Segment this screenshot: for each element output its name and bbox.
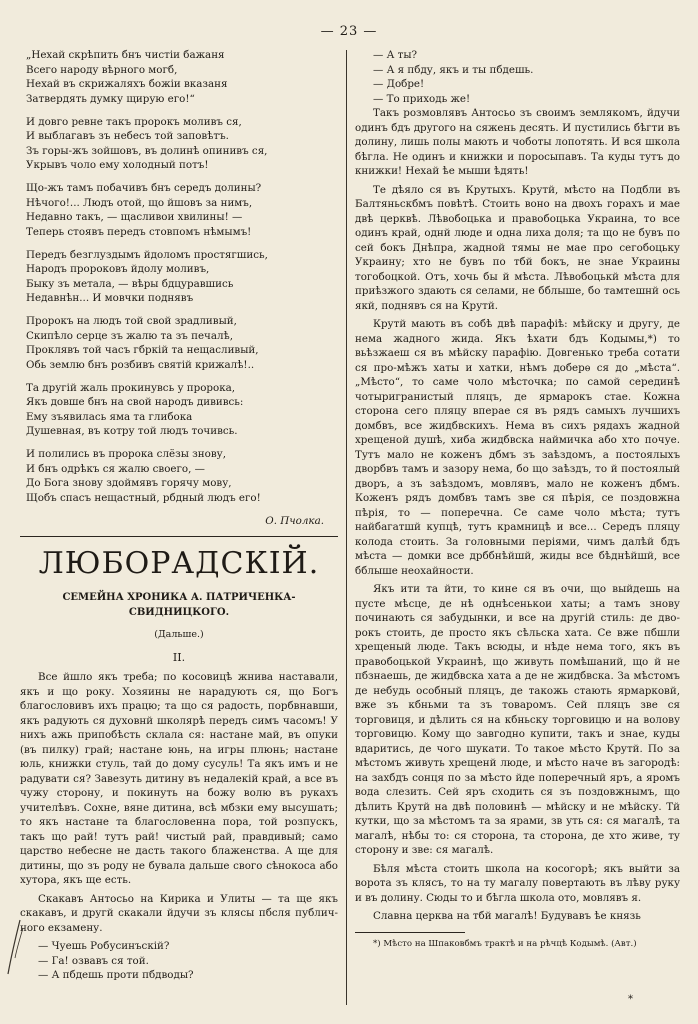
dialog-line: — А пбдешь проти пбдводы? xyxy=(38,969,194,981)
column-divider xyxy=(346,50,347,1005)
poem-line: И выблагавъ зъ небесъ той заповѣтъ. xyxy=(26,130,229,142)
poem-line: Та другiй жаль прокинувсь у пророка, xyxy=(26,381,236,394)
poem-line: Зъ горы-жъ зойшовъ, въ долинѣ опинивъ ся, xyxy=(26,144,268,157)
poem-line: И довго ревне такъ пророкъ моливъ ся, xyxy=(26,115,242,128)
poem-line: Нехай въ скрижаляхъ божiи вказаня xyxy=(26,78,228,90)
end-mark: * xyxy=(628,994,633,1005)
paragraph: Все йшло якъ треба; по косовицѣ жнива наставали, якъ и що року. Хозяины не нарадують ся, що Богъ благословивъ ихъ працю; та що ся радость, порбвнавши, якъ радують ся духовнй школярѣ передъ симъ часомъ! У нихъ ажь припобѣсть склала ся: настане май, въ опуки (въ пилку) грай; настане юнь, на игры плюнь; настане юль, книжки стуль, тай до дому сусуль! Та якъ имъ и не радувати ся? Завезуть дитину въ недалекiй край, а все въ чужу сторону, и покинуть на божу волю въ рукахъ учителѣвъ. Сохне, вяне дитина, всѣ мбзки ему высушать; то якъ настане та благословенна пора, той розпускъ, такъ що рай! тутъ рай! чистый рай, правдивый; само царство небесне не дасть такого блаженства. А ще для дитины, що зъ роду не бувала дальше свого сѣнокоса або хутора, якъ ще есть. xyxy=(20,671,338,886)
poem-line: Якъ довше бнъ на свой народъ дививсь: xyxy=(26,396,244,408)
dialog-line: — А ты? xyxy=(373,49,418,61)
poem-stanza xyxy=(26,381,338,439)
paragraph: Такъ розмовлявъ Антосьо зъ своимъ землякомъ, йдучи одинъ бдъ другого на сяжень десять. И пустились бѣгти въ долину, лишь полы мають и чоботы лопотять. И вся школа бѣгла. Не одинъ и книжки и поросыпавъ. Та куды тутъ до книжки! Нехай ѣе мыши ѣдять! xyxy=(355,107,680,177)
poem-stanza xyxy=(26,314,338,372)
footnote-rule xyxy=(355,932,465,933)
footnote: *) Мѣсто на Шпаковбмъ трактѣ и на рѣчцѣ Кодымѣ. (Авт.) xyxy=(373,938,637,949)
paragraph: Крутй мають въ собѣ двѣ парафiѣ: мѣйску и другу, де нема жадного жида. Якъ ѣхати бдъ Кодымы,*) то вьѣзжаеш ся въ мѣйску парафiю. Довгенько треба сотати ся про-мѣжъ хаты и хатки, нѣмъ доберѳ ся до „мѣста“. „Мѣсто“, то саме чоло мѣсточка; по самой серединѣ чотыригранистый пляцъ, де ярмарокъ стае. Кожна сторона сего пляцу вперае ся въ рядъ самыхъ лучшихъ домбвъ, все жидбвскихъ. Нема въ сихъ рядахъ жадной хрещеной душѣ, хиба жидбвска наймичка або хто почуе. Тутъ мало не коженъ дбмъ зъ заѣздомъ, а постоялыхъ дворбвъ тамъ и зазору нема, бо що заѣздъ, то й постоялый дворъ, а зъ заѣздомъ, мовлявъ, мало не коженъ дбмъ. Коженъ рядъ домбвъ тамъ зве ся пѣрiя, се поздовжна пѣрiя, то — поперечна. Се саме чоло мѣста; тутъ найбагатшй купцѣ, тутъ крамницѣ и все... Середъ пляцу колода стоить. За головными перiями, чимъ далѣй бдъ мѣста — домки все дрббнѣйшй, жиды все бѣднѣйшй, все бблыше неохайности. xyxy=(355,318,680,577)
poem-line: Затвердять думку щирую его!“ xyxy=(26,92,195,105)
paragraph: Бѣля мѣста стоить школа на косогорѣ; якъ выйти за ворота зъ клясъ, то на ту магалу повертають въ лѣву руку и въ долину. Сюды то и бѣгла школа ото, мовлявъ я. xyxy=(355,862,680,904)
continued-note: (Дальше.) xyxy=(154,629,204,640)
poem-line: Скипѣло серце зъ жалю та зъ печалѣ, xyxy=(26,329,234,342)
poem-stanza xyxy=(26,48,338,106)
poem-line: Недавно такъ, — щасливои хвилины! — xyxy=(26,211,243,223)
poem-stanza xyxy=(26,248,338,306)
paragraph: Славна церква на тбй магалѣ! Будувавъ ѣе князь xyxy=(373,910,641,922)
poem-line: До Бога знову здоймявъ горячу мову, xyxy=(26,477,232,489)
poem-line: Нѣчого!... Людъ отой, що йшовъ за нимъ, xyxy=(26,196,253,209)
chapter-number: II. xyxy=(172,650,186,664)
poem-line: Народъ пророковъ йдолу моливъ, xyxy=(26,263,210,275)
page-number: — 23 — xyxy=(320,24,378,39)
left-column xyxy=(20,48,338,983)
poem-line: Щобъ спасъ нещастный, рбдный людъ его! xyxy=(26,491,261,504)
margin-pencil-mark-icon xyxy=(4,918,26,976)
poem-line: „Нехай скрѣпить бнъ чистiи бажаня xyxy=(26,49,225,61)
poem-line: Що-жъ тамъ побачивъ бнъ середъ долины? xyxy=(26,182,262,194)
dialog-line: — Чуешь Робусинъскiй? xyxy=(38,940,170,952)
poem-line: Проклявъ той часъ гбркiй та нещасливый, xyxy=(26,344,259,356)
poem-stanza xyxy=(26,447,338,505)
poem-line: Душевная, въ котру той людъ точивсь. xyxy=(26,425,238,437)
right-column xyxy=(355,48,680,950)
poem-line: Всего народу вѣрного могб, xyxy=(26,63,178,76)
dialog-line: — А я пбду, якъ и ты пбдешь. xyxy=(373,63,534,76)
article-subtitle: СЕМЕЙНА ХРОНИКА А. ПАТРИЧЕНКА-СВИДНИЦКОГО. xyxy=(62,592,296,618)
poem xyxy=(20,48,338,505)
article-title: ЛЮБОРАДСКIЙ. xyxy=(38,546,320,581)
poem-line: Ему зъявилась яма та глибока xyxy=(26,410,193,423)
paragraph: Скакавъ Антосьо на Кирика и Улиты — та ще якъ скакавъ, и другй скакали йдучи зъ клясы пбсля публичного екзамену. xyxy=(20,892,338,934)
poem-line: И полились въ пророка слёзы знову, xyxy=(26,448,226,460)
paragraph: Те дѣяло ся въ Крутыхъ. Крутй, мѣсто на Подбли въ Балтяньскбмъ повѣтѣ. Стоить воно на двохъ горахъ и мае двѣ церквѣ. Лѣвобоцька и правобоцька Украина, то все одинъ край, однй люде и одна лиха доля; та що не бувъ по сей бокъ Днѣпра, жадной тямы не мае про сегобоцьку Украину; хто не бувъ по тбй бокъ, не знае Украины тогобоцкой. Отъ, хочь бы й мѣста. Лѣвобоцькй мѣста для приѣзжого здають ся селами, не бблыше, бо тамтешнй ось якй, поднявъ ся на Крутй. xyxy=(355,183,680,312)
poem-line: Недавнѣн... И мовчки поднявъ xyxy=(26,292,194,304)
dialog-line: — Га! озвавъ ся той. xyxy=(38,954,149,967)
poem-stanza xyxy=(26,181,338,239)
poem-line: Обь землю бнъ розбивъ святiй крижалѣ!.. xyxy=(26,358,255,371)
poem-stanza xyxy=(26,115,338,173)
poem-line: Теперь стоявъ передъ стовпомъ нѣмымъ! xyxy=(26,225,252,238)
poem-line: Укрывъ чоло ему холодный потъ! xyxy=(26,159,209,171)
dialog-line: — То приходь же! xyxy=(373,92,471,105)
poem-line: Быку зъ метала, — вѣры бдцуравшись xyxy=(26,277,234,290)
poem-line: Передъ безглуздымъ йдоломъ простягшись, xyxy=(26,248,268,261)
poem-line: И бнъ одрѣкъ ся жалю своего, — xyxy=(26,462,205,475)
dialog-line: — Добре! xyxy=(373,78,425,90)
paragraph: Якъ ити та йти, то кине ся въ очи, що выйдешь на пусте мѣсце, де нѣ однѣсенькои хаты; а тамъ знову починають ся забудынки, и все на другiй стиль: де дворокъ стоить, де просто якъ сѣльска хата. Се вже пбшли хрещеный люде. Такъ всюды, и нѣде нема того, якъ въ правобоцькой Украинѣ, що живуть помѣшаний, що й не пбзнаешь, де жидбвска хата а де не жидбвска. За мѣстомъ де небудь особный пляцъ, де такожь стають ярмарковй, вже зъ кбньми та зъ товаромъ. Сей пляцъ зве ся торговиця, и дѣлить ся на кбньску торговицю и на волову торговицю. Кому що завгодно купити, такъ и знае, куды вдаритись, де чого шукати. То такое мѣсто Крутй. По за мѣстомъ живуть хрещенй люде, и мѣсто наче въ загородѣ: на захбдъ сонця по за мѣсто йде поперечный яръ, а яромъ вода слезить. Сей яръ сходить ся зъ поздовжнымъ, що дѣлить Крутй на двѣ половинѣ — мѣйску и не мѣйску. Тй кутки, що за мѣстомъ та за ярами, зв уть ся: ся магалѣ, та магалѣ, нѣбы то: ся сторона, та сторона, де хто живе, ту сторону и зве: ся магалѣ. xyxy=(355,583,680,856)
poem-signature: О. Пчолка. xyxy=(265,514,324,527)
section-rule xyxy=(20,536,338,537)
poem-line: Пророкъ на людъ той свой зрадливый, xyxy=(26,315,237,327)
